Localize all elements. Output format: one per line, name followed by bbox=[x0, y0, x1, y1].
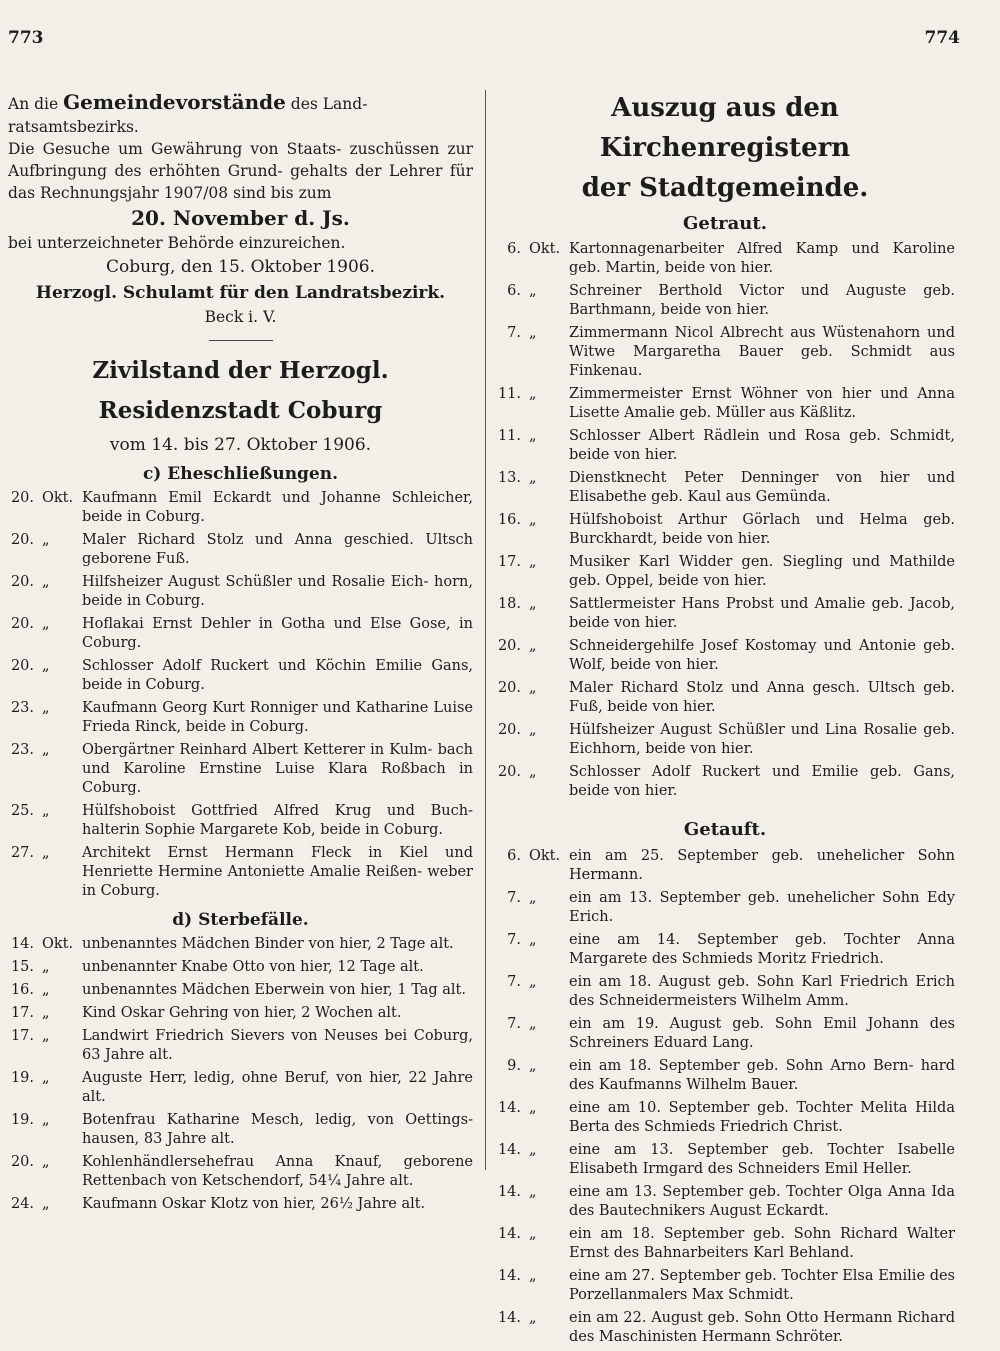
entry-day: 6. bbox=[507, 241, 521, 257]
entry-month: „ bbox=[529, 325, 537, 341]
entry-month: „ bbox=[529, 1058, 537, 1074]
entry-month: Okt. bbox=[529, 241, 561, 257]
baptized-entry bbox=[495, 1015, 955, 1057]
entry-month: „ bbox=[529, 932, 537, 948]
notice-address-pre: An die bbox=[8, 95, 59, 113]
entry-month: „ bbox=[529, 638, 537, 654]
entry-month: „ bbox=[42, 1005, 50, 1021]
notice-address-post: des Land- bbox=[290, 95, 368, 113]
entry-month: „ bbox=[529, 680, 537, 696]
entry-day: 6. bbox=[507, 848, 521, 864]
entry-day: 20. bbox=[10, 574, 34, 590]
entry-day: 18. bbox=[497, 596, 521, 612]
entry-month: „ bbox=[42, 845, 50, 861]
marriage-entry bbox=[8, 531, 473, 573]
entry-text: eine am 13. September geb. Tochter Isabelle Elisabeth Irmgard des Schneiders Emil Heller. bbox=[569, 1142, 955, 1177]
married-list bbox=[495, 240, 955, 805]
entry-text: ein am 25. September geb. unehelicher Sohn Hermann. bbox=[569, 848, 955, 883]
entry-text: Hoflakai Ernst Dehler in Gotha und Else Gose, in Coburg. bbox=[82, 616, 473, 651]
section-rule bbox=[209, 340, 273, 341]
right-column bbox=[495, 88, 955, 1351]
deaths-list bbox=[8, 935, 473, 1218]
entry-text: eine am 10. September geb. Tochter Melita Hilda Berta des Schmieds Friedrich Christ. bbox=[569, 1100, 955, 1135]
entry-month: „ bbox=[42, 959, 50, 975]
entry-day: 27. bbox=[10, 845, 34, 861]
marriage-entry bbox=[8, 615, 473, 657]
entry-day: 14. bbox=[497, 1268, 521, 1284]
entry-text: Maler Richard Stolz und Anna geschied. Ultsch geborene Fuß. bbox=[82, 532, 473, 567]
death-entry bbox=[8, 1004, 473, 1027]
church-title-line2: der Stadtgemeinde. bbox=[581, 173, 869, 203]
entry-day: 7. bbox=[507, 974, 521, 990]
entry-month: Okt. bbox=[529, 848, 561, 864]
married-entry bbox=[495, 763, 955, 805]
notice-authority: Herzogl. Schulamt für den Landratsbezirk. bbox=[35, 283, 446, 303]
entry-month: „ bbox=[529, 512, 537, 528]
entry-month: „ bbox=[42, 982, 50, 998]
notice-deadline: 20. November d. Js. bbox=[131, 206, 350, 230]
death-entry bbox=[8, 1111, 473, 1153]
entry-day: 17. bbox=[10, 1005, 34, 1021]
entry-text: eine am 14. September geb. Tochter Anna Margarete des Schmieds Moritz Friedrich. bbox=[569, 932, 955, 967]
married-entry bbox=[495, 595, 955, 637]
entry-month: „ bbox=[529, 1310, 537, 1326]
entry-day: 7. bbox=[507, 325, 521, 341]
entry-day: 17. bbox=[10, 1028, 34, 1044]
death-entry bbox=[8, 981, 473, 1004]
entry-day: 13. bbox=[497, 470, 521, 486]
marriage-entry bbox=[8, 699, 473, 741]
entry-text: Kaufmann Georg Kurt Ronniger und Katharine Luise Frieda Rinck, beide in Coburg. bbox=[82, 700, 473, 735]
married-entry bbox=[495, 511, 955, 553]
entry-day: 20. bbox=[497, 722, 521, 738]
baptized-entry bbox=[495, 889, 955, 931]
entry-day: 20. bbox=[10, 532, 34, 548]
baptized-list bbox=[495, 847, 955, 1351]
entry-month: „ bbox=[42, 742, 50, 758]
baptized-entry bbox=[495, 1183, 955, 1225]
married-entry bbox=[495, 469, 955, 511]
marriage-entry bbox=[8, 489, 473, 531]
entry-day: 14. bbox=[497, 1100, 521, 1116]
entry-day: 24. bbox=[10, 1196, 34, 1212]
entry-month: „ bbox=[42, 1028, 50, 1044]
entry-text: Landwirt Friedrich Sievers von Neuses bei Coburg, 63 Jahre alt. bbox=[82, 1028, 473, 1063]
civil-title: Zivilstand der Herzogl. Residenzstadt Coburg bbox=[92, 357, 389, 424]
entry-day: 20. bbox=[10, 616, 34, 632]
entry-day: 17. bbox=[497, 554, 521, 570]
baptized-entry bbox=[495, 1309, 955, 1351]
entry-month: „ bbox=[42, 532, 50, 548]
baptized-entry bbox=[495, 1225, 955, 1267]
entry-month: „ bbox=[529, 1184, 537, 1200]
entry-text: Hülfshoboist Gottfried Alfred Krug und Buch- halterin Sophie Margarete Kob, beide in Coburg. bbox=[82, 803, 473, 838]
married-heading: Getraut. bbox=[683, 213, 767, 234]
entry-month: „ bbox=[529, 764, 537, 780]
entry-text: Schlosser Adolf Ruckert und Emilie geb. Gans, beide von hier. bbox=[569, 764, 955, 799]
entry-month: Okt. bbox=[42, 936, 74, 952]
deaths-heading: d) Sterbefälle. bbox=[172, 910, 309, 930]
entry-text: eine am 27. September geb. Tochter Elsa Emilie des Porzellanmalers Max Schmidt. bbox=[569, 1268, 955, 1303]
entry-day: 14. bbox=[10, 936, 34, 952]
entry-month: „ bbox=[529, 722, 537, 738]
column-divider bbox=[485, 90, 486, 1170]
marriages-list bbox=[8, 489, 473, 905]
entry-month: „ bbox=[529, 283, 537, 299]
entry-month: „ bbox=[42, 1154, 50, 1170]
married-entry bbox=[495, 385, 955, 427]
marriage-entry bbox=[8, 802, 473, 844]
baptized-heading: Getauft. bbox=[683, 819, 767, 840]
notice-addressee: Gemeindevorstände bbox=[63, 90, 286, 114]
entry-month: „ bbox=[529, 974, 537, 990]
entry-day: 25. bbox=[10, 803, 34, 819]
baptized-entry bbox=[495, 1099, 955, 1141]
baptized-entry bbox=[495, 973, 955, 1015]
entry-day: 7. bbox=[507, 1016, 521, 1032]
married-entry bbox=[495, 553, 955, 595]
entry-text: Maler Richard Stolz und Anna gesch. Ultsch geb. Fuß, beide von hier. bbox=[569, 680, 955, 715]
entry-day: 15. bbox=[10, 959, 34, 975]
marriage-entry bbox=[8, 844, 473, 905]
entry-text: ein am 19. August geb. Sohn Emil Johann des Schreiners Eduard Lang. bbox=[569, 1016, 955, 1051]
entry-day: 19. bbox=[10, 1112, 34, 1128]
entry-day: 16. bbox=[10, 982, 34, 998]
entry-text: Kind Oskar Gehring von hier, 2 Wochen alt. bbox=[82, 1005, 402, 1021]
entry-text: Hülfshoboist Arthur Görlach und Helma geb. Burckhardt, beide von hier. bbox=[569, 512, 955, 547]
entry-text: Sattlermeister Hans Probst und Amalie geb. Jacob, beide von hier. bbox=[569, 596, 955, 631]
entry-month: „ bbox=[529, 1016, 537, 1032]
entry-day: 16. bbox=[497, 512, 521, 528]
entry-text: Schreiner Berthold Victor und Auguste geb. Barthmann, beide von hier. bbox=[569, 283, 955, 318]
entry-text: Hülfsheizer August Schüßler und Lina Rosalie geb. Eichhorn, beide von hier. bbox=[569, 722, 955, 757]
entry-month: „ bbox=[42, 803, 50, 819]
entry-day: 14. bbox=[497, 1184, 521, 1200]
entry-day: 20. bbox=[10, 658, 34, 674]
entry-text: eine am 13. September geb. Tochter Olga Anna Ida des Bautechnikers August Eckardt. bbox=[569, 1184, 955, 1219]
entry-text: ein am 18. August geb. Sohn Karl Friedrich Erich des Schneidermeisters Wilhelm Amm. bbox=[569, 974, 955, 1009]
civil-period: vom 14. bis 27. Oktober 1906. bbox=[109, 435, 372, 455]
baptized-entry bbox=[495, 1141, 955, 1183]
entry-text: Hilfsheizer August Schüßler und Rosalie Eich- horn, beide in Coburg. bbox=[82, 574, 473, 609]
entry-month: „ bbox=[42, 1196, 50, 1212]
baptized-entry bbox=[495, 1267, 955, 1309]
entry-text: unbenanntes Mädchen Eberwein von hier, 1 Tag alt. bbox=[82, 982, 466, 998]
notice-body: Die Gesuche um Gewährung von Staats- zuschüssen zur Aufbringung des erhöhten Grund- gehalts der Lehrer für das Rechnungsjahr 1907/08 sind bis zum bbox=[8, 140, 473, 202]
marriage-entry bbox=[8, 657, 473, 699]
entry-day: 7. bbox=[507, 932, 521, 948]
married-entry bbox=[495, 324, 955, 385]
entry-month: „ bbox=[529, 890, 537, 906]
entry-text: Zimmermeister Ernst Wöhner von hier und Anna Lisette Amalie geb. Müller aus Käßlitz. bbox=[569, 386, 955, 421]
entry-day: 9. bbox=[507, 1058, 521, 1074]
married-entry bbox=[495, 721, 955, 763]
entry-text: Schlosser Adolf Ruckert und Köchin Emilie Gans, beide in Coburg. bbox=[82, 658, 473, 693]
married-entry bbox=[495, 427, 955, 469]
marriages-heading: c) Eheschließungen. bbox=[142, 464, 339, 484]
entry-month: „ bbox=[42, 1112, 50, 1128]
entry-text: Kohlenhändlersehefrau Anna Knauf, geborene Rettenbach von Ketschendorf, 54¼ Jahre alt. bbox=[82, 1154, 473, 1189]
entry-text: ein am 18. September geb. Sohn Richard Walter Ernst des Bahnarbeiters Karl Behland. bbox=[569, 1226, 955, 1261]
page-number-left: 773 bbox=[8, 28, 44, 48]
notice-signature: Beck i. V. bbox=[204, 308, 277, 326]
entry-text: Schlosser Albert Rädlein und Rosa geb. Schmidt, beide von hier. bbox=[569, 428, 955, 463]
left-column bbox=[8, 88, 473, 1218]
entry-month: „ bbox=[529, 1142, 537, 1158]
entry-day: 6. bbox=[507, 283, 521, 299]
entry-day: 20. bbox=[497, 638, 521, 654]
entry-month: „ bbox=[42, 700, 50, 716]
entry-text: Auguste Herr, ledig, ohne Beruf, von hier, 22 Jahre alt. bbox=[82, 1070, 473, 1105]
notice-address-line2: ratsamtsbezirks. bbox=[8, 118, 139, 136]
entry-day: 14. bbox=[497, 1226, 521, 1242]
married-entry bbox=[495, 240, 955, 282]
entry-month: „ bbox=[529, 1226, 537, 1242]
entry-month: „ bbox=[42, 616, 50, 632]
baptized-entry bbox=[495, 847, 955, 889]
entry-text: Kartonnagenarbeiter Alfred Kamp und Karoline geb. Martin, beide von hier. bbox=[569, 241, 955, 276]
married-entry bbox=[495, 282, 955, 324]
death-entry bbox=[8, 1027, 473, 1069]
entry-text: ein am 18. September geb. Sohn Arno Bern- hard des Kaufmanns Wilhelm Bauer. bbox=[569, 1058, 955, 1093]
church-title-line1: Auszug aus den Kirchenregistern bbox=[599, 93, 851, 163]
entry-month: „ bbox=[529, 470, 537, 486]
notice-address bbox=[8, 88, 473, 138]
entry-month: „ bbox=[529, 386, 537, 402]
entry-text: ein am 22. August geb. Sohn Otto Hermann Richard des Maschinisten Hermann Schröter. bbox=[569, 1310, 955, 1345]
entry-text: Kaufmann Emil Eckardt und Johanne Schleicher, beide in Coburg. bbox=[82, 490, 473, 525]
page-number-right: 774 bbox=[924, 28, 960, 48]
entry-text: Schneidergehilfe Josef Kostomay und Antonie geb. Wolf, beide von hier. bbox=[569, 638, 955, 673]
death-entry bbox=[8, 1069, 473, 1111]
baptized-entry bbox=[495, 931, 955, 973]
entry-month: „ bbox=[42, 1070, 50, 1086]
baptized-entry bbox=[495, 1057, 955, 1099]
entry-month: „ bbox=[529, 554, 537, 570]
notice-after: bei unterzeichneter Behörde einzureichen. bbox=[8, 234, 346, 252]
entry-day: 11. bbox=[497, 428, 521, 444]
death-entry bbox=[8, 935, 473, 958]
entry-day: 23. bbox=[10, 742, 34, 758]
entry-text: Musiker Karl Widder gen. Siegling und Mathilde geb. Oppel, beide von hier. bbox=[569, 554, 955, 589]
entry-month: „ bbox=[529, 1268, 537, 1284]
entry-text: Zimmermann Nicol Albrecht aus Wüstenahorn und Witwe Margaretha Bauer geb. Schmidt aus Finkenau. bbox=[569, 325, 955, 379]
entry-text: Kaufmann Oskar Klotz von hier, 26½ Jahre alt. bbox=[82, 1196, 426, 1212]
entry-day: 20. bbox=[10, 1154, 34, 1170]
entry-month: „ bbox=[529, 428, 537, 444]
entry-text: Botenfrau Katharine Mesch, ledig, von Oettings- hausen, 83 Jahre alt. bbox=[82, 1112, 473, 1147]
entry-month: „ bbox=[529, 1100, 537, 1116]
entry-day: 20. bbox=[497, 680, 521, 696]
entry-day: 7. bbox=[507, 890, 521, 906]
death-entry bbox=[8, 1153, 473, 1195]
notice-place-date: Coburg, den 15. Oktober 1906. bbox=[105, 257, 376, 277]
entry-month: „ bbox=[42, 574, 50, 590]
entry-day: 11. bbox=[497, 386, 521, 402]
entry-month: Okt. bbox=[42, 490, 74, 506]
entry-month: „ bbox=[529, 596, 537, 612]
entry-text: unbenanntes Mädchen Binder von hier, 2 Tage alt. bbox=[82, 936, 454, 952]
entry-day: 20. bbox=[497, 764, 521, 780]
entry-text: Obergärtner Reinhard Albert Ketterer in Kulm- bach und Karoline Ernstine Luise Klara Roßbach in Coburg. bbox=[82, 742, 473, 796]
married-entry bbox=[495, 637, 955, 679]
entry-text: ein am 13. September geb. unehelicher Sohn Edy Erich. bbox=[569, 890, 955, 925]
entry-month: „ bbox=[42, 658, 50, 674]
entry-day: 23. bbox=[10, 700, 34, 716]
entry-text: unbenannter Knabe Otto von hier, 12 Tage alt. bbox=[82, 959, 424, 975]
entry-day: 20. bbox=[10, 490, 34, 506]
death-entry bbox=[8, 958, 473, 981]
marriage-entry bbox=[8, 741, 473, 802]
entry-day: 14. bbox=[497, 1142, 521, 1158]
entry-day: 19. bbox=[10, 1070, 34, 1086]
entry-text: Dienstknecht Peter Denninger von hier und Elisabethe geb. Kaul aus Gemünda. bbox=[569, 470, 955, 505]
death-entry bbox=[8, 1195, 473, 1218]
married-entry bbox=[495, 679, 955, 721]
entry-text: Architekt Ernst Hermann Fleck in Kiel und Henriette Hermine Antoniette Amalie Reißen- weber in Coburg. bbox=[82, 845, 473, 899]
entry-day: 14. bbox=[497, 1310, 521, 1326]
marriage-entry bbox=[8, 573, 473, 615]
